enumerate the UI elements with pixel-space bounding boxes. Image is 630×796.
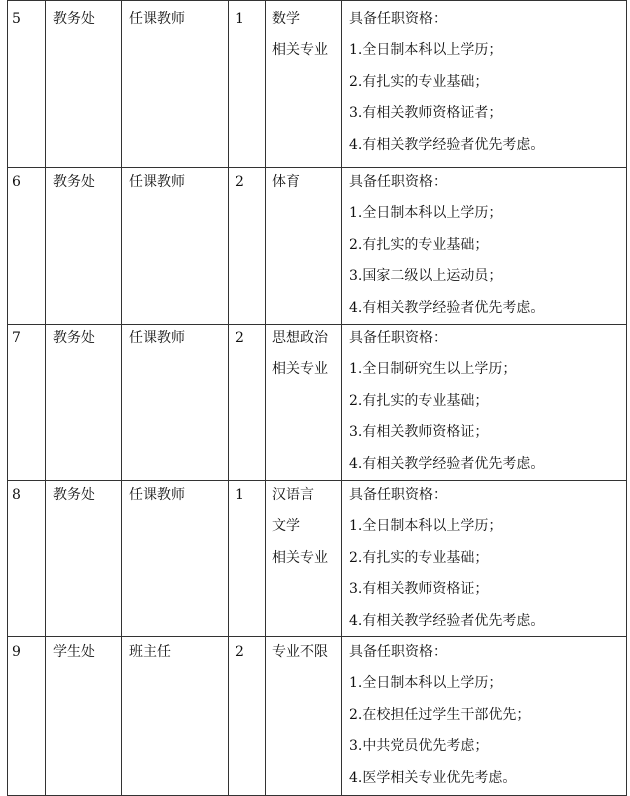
row-number: 9	[12, 644, 21, 660]
requirement-line: 2.有扎实的专业基础；	[349, 73, 489, 90]
requirements	[349, 480, 544, 637]
requirement-line: 4.有相关教学经验者优先考虑。	[349, 299, 545, 316]
requirement-line: 2.在校担任过学生干部优先；	[349, 706, 531, 723]
position: 任课教师	[129, 487, 185, 503]
requirement-line: 2.有扎实的专业基础；	[349, 392, 489, 409]
table-border-right	[626, 0, 627, 796]
major-line: 相关专业	[272, 42, 328, 59]
requirement-line: 4.医学相关专业优先考虑。	[349, 769, 517, 786]
row-divider	[7, 0, 627, 1]
row-number: 7	[12, 330, 21, 346]
requirement-line: 3.有相关教师资格证；	[349, 581, 489, 598]
column-divider	[45, 0, 46, 796]
major-line: 文学	[272, 518, 300, 535]
position: 任课教师	[129, 330, 185, 346]
position: 任课教师	[129, 174, 185, 190]
department: 教务处	[53, 330, 95, 346]
requirement-line: 1.全日制本科以上学历；	[349, 42, 503, 59]
column-divider	[265, 0, 266, 796]
requirement-line: 1.全日制本科以上学历；	[349, 518, 503, 535]
major-line: 相关专业	[272, 549, 328, 566]
column-divider	[121, 0, 122, 796]
major-line: 相关专业	[272, 361, 328, 378]
major	[272, 480, 328, 574]
headcount: 2	[235, 174, 244, 190]
headcount: 1	[235, 11, 244, 27]
position: 班主任	[129, 644, 171, 660]
table-border-left	[7, 0, 8, 796]
requirements	[349, 4, 544, 161]
requirement-line: 3.有相关教师资格证者；	[349, 105, 503, 122]
requirements	[349, 637, 530, 794]
major-line: 汉语言	[272, 487, 314, 503]
major-line: 体育	[272, 174, 300, 190]
requirement-line: 1.全日制研究生以上学历；	[349, 361, 517, 378]
requirement-line: 4.有相关教学经验者优先考虑。	[349, 612, 545, 629]
row-number: 8	[12, 487, 21, 503]
position: 任课教师	[129, 11, 185, 27]
row-number: 6	[12, 174, 21, 190]
column-divider	[228, 0, 229, 796]
requirement-line: 3.有相关教师资格证；	[349, 424, 489, 441]
requirement-line: 具备任职资格：	[349, 330, 447, 346]
major-line: 数学	[272, 11, 300, 27]
department: 教务处	[53, 487, 95, 503]
requirement-line: 具备任职资格：	[349, 487, 447, 503]
department: 教务处	[53, 174, 95, 190]
department: 学生处	[53, 644, 95, 660]
headcount: 2	[235, 644, 244, 660]
requirements	[349, 323, 544, 480]
major-line: 专业不限	[272, 644, 328, 660]
requirement-line: 2.有扎实的专业基础；	[349, 549, 489, 566]
row-number: 5	[12, 11, 21, 27]
major	[272, 637, 328, 668]
requirement-line: 4.有相关教学经验者优先考虑。	[349, 136, 545, 153]
requirement-line: 1.全日制本科以上学历；	[349, 205, 503, 222]
requirement-line: 4.有相关教学经验者优先考虑。	[349, 455, 545, 472]
department: 教务处	[53, 11, 95, 27]
requirement-line: 2.有扎实的专业基础；	[349, 236, 489, 253]
requirements	[349, 167, 544, 324]
requirement-line: 具备任职资格：	[349, 11, 447, 27]
major	[272, 323, 328, 386]
requirement-line: 1.全日制本科以上学历；	[349, 675, 503, 692]
requirement-line: 具备任职资格：	[349, 644, 447, 660]
major	[272, 4, 328, 67]
headcount: 1	[235, 487, 244, 503]
requirement-line: 3.中共党员优先考虑；	[349, 738, 489, 755]
headcount: 2	[235, 330, 244, 346]
major-line: 思想政治	[272, 330, 328, 346]
major	[272, 167, 300, 198]
requirement-line: 3.国家二级以上运动员；	[349, 268, 503, 285]
requirement-line: 具备任职资格：	[349, 174, 447, 190]
column-divider	[341, 0, 342, 796]
